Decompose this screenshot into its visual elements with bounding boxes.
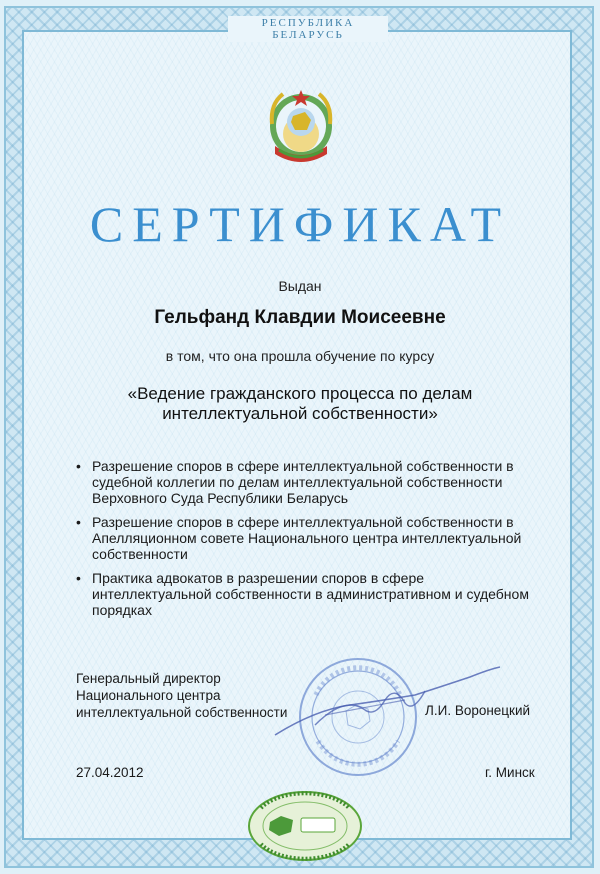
issue-city: г. Минск [485, 765, 535, 780]
topic-text: Разрешение споров в сфере интеллектуальной собственности в судебной коллегии по делам интеллектуальной собственности Верховного Суда Республики Беларусь [92, 458, 514, 506]
issued-label: Выдан [278, 278, 322, 294]
topic-text: Разрешение споров в сфере интеллектуальной собственности в Апелляционном совете Национального центра интеллектуальной собственности [92, 514, 522, 562]
list-item [74, 570, 544, 618]
signer-name: Л.И. Воронецкий [425, 703, 531, 718]
list-item [74, 458, 544, 506]
bullet-icon: • [76, 570, 81, 586]
bullet-icon: • [76, 514, 81, 530]
course-title: «Ведение гражданского процесса по делам интеллектуальной собственности» [127, 384, 473, 423]
certificate-title: СЕРТИФИКАТ [89, 196, 511, 252]
recipient-name: Гельфанд Клавдии Моисеевне [154, 307, 446, 328]
topic-text: Практика адвокатов в разрешении споров в сфере интеллектуальной собственности в административном и судебном порядках [92, 570, 529, 618]
topics-list [74, 458, 544, 626]
country-band: РЕСПУБЛИКА БЕЛАРУСЬ [228, 16, 388, 42]
issue-date: 27.04.2012 [76, 765, 144, 780]
bullet-icon: • [76, 458, 81, 474]
list-item [74, 514, 544, 562]
course-intro: в том, что она прошла обучение по курсу [165, 348, 435, 364]
state-emblem-icon [265, 84, 337, 164]
ncip-logo-seal-icon [245, 788, 365, 863]
director-title: Генеральный директор Национального центра интеллектуальной собственности [76, 671, 288, 720]
